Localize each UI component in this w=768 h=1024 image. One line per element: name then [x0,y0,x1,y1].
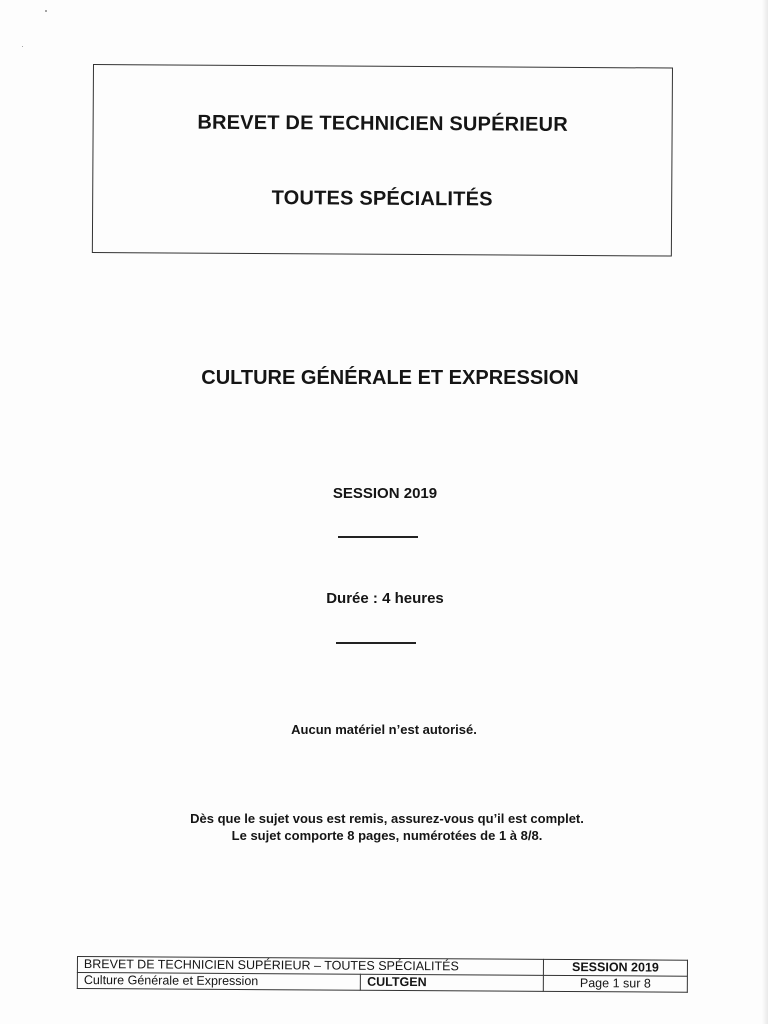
duration-label: Durée : 4 heures [326,590,444,607]
header-box [92,64,673,257]
footer-subject-cell: Culture Générale et Expression [77,973,360,991]
footer-page-cell: Page 1 sur 8 [543,975,687,992]
exam-specialty: TOUTES SPÉCIALITÉS [271,187,493,211]
footer-exam-cell: BREVET DE TECHNICIEN SUPÉRIEUR – TOUTES SPÉCIALITÉS [77,957,543,976]
footer-row [77,973,687,993]
session-label: SESSION 2019 [332,485,438,502]
instruction-line: Dès que le sujet vous est remis, assurez-vous qu’il est complet. [190,811,584,826]
instruction-line: Le sujet comporte 8 pages, numérotées de 1 à 8/8. [231,828,543,843]
footer-table [77,956,688,993]
divider-rule [338,536,418,538]
page-edge-shadow [762,0,768,1024]
scan-speck [45,10,47,12]
instructions-block [0,810,768,844]
scan-speck [22,46,23,47]
no-material-notice: Aucun matériel n’est autorisé. [291,722,477,737]
exam-title: BREVET DE TECHNICIEN SUPÉRIEUR [197,111,568,136]
footer-session-cell: SESSION 2019 [543,959,687,976]
subject-title: CULTURE GÉNÉRALE ET EXPRESSION [201,367,579,389]
footer-code-cell: CULTGEN [361,974,544,991]
divider-rule [336,642,416,644]
